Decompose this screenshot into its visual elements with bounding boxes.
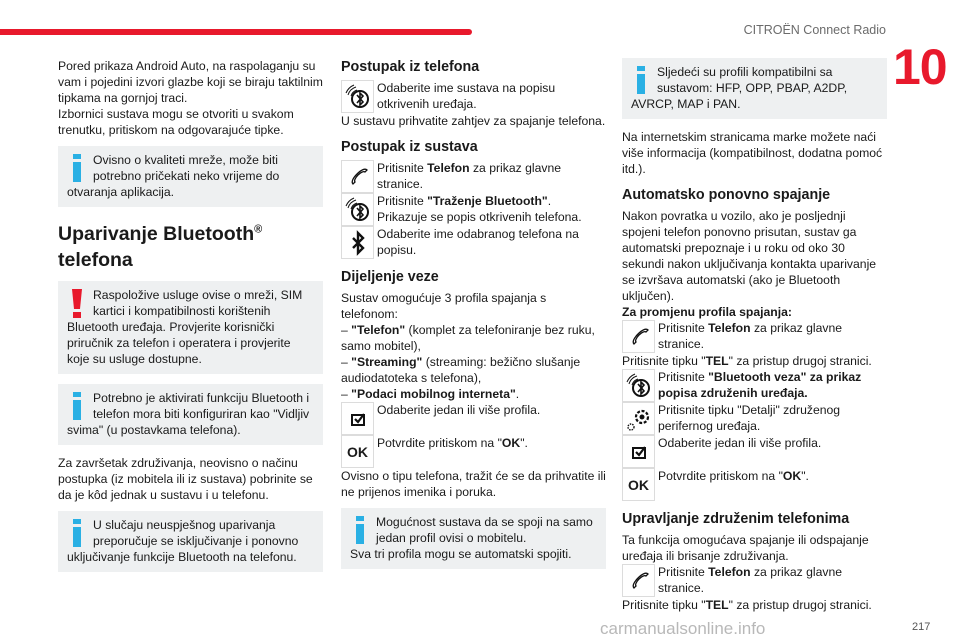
text-segment: Pritisnite [377, 194, 428, 208]
bold-text: "Streaming" [351, 355, 423, 369]
instruction-step [341, 160, 606, 193]
bold-text: TEL [705, 354, 729, 368]
bold-text: TEL [705, 598, 729, 612]
text-segment: Automatsko ponovno spajanje [622, 187, 831, 203]
step-text [377, 193, 582, 225]
instruction-step [341, 80, 606, 113]
text-segment: Potrebno je aktivirati funkciju Bluetooth i telefon mora biti konfiguriran kao "Vidljiv svima" (u postavkama telefona). [67, 391, 310, 437]
text-segment: (streaming: bežično slušanje audiodatoteka s telefona), – [341, 355, 581, 401]
text-segment: Odaberite jedan ili više profila. [377, 403, 541, 417]
text-segment: " za pristup drugoj stranici. [728, 598, 872, 612]
text-segment: Na internetskim stranicama marke možete naći više informacija (kompatibilnost, dodatna pomoć itd.). [622, 130, 883, 176]
info-icon [350, 516, 370, 546]
step-text [377, 402, 540, 418]
column-middle [341, 58, 606, 579]
chapter-number: 10 [893, 39, 947, 95]
text-segment: za prikaz glavne stranice. [658, 321, 843, 351]
paragraph [622, 129, 887, 177]
section-heading [341, 58, 606, 76]
paragraph [622, 353, 887, 369]
text-segment: Pritisnite [658, 565, 709, 579]
bold-text: "Traženje Bluetooth" [427, 194, 548, 208]
info-note [58, 146, 323, 207]
info-note [58, 511, 323, 572]
text-segment: Raspoložive usluge ovise o mreži, SIM kartici i kompatibilnosti korištenih Bluetooth uređaja. Provjerite korisnički priručnik za telefon i operatera i provjerite koje su usluge dostupne. [67, 288, 303, 366]
info-note [341, 508, 606, 569]
paragraph [622, 532, 887, 564]
section-heading [341, 268, 606, 286]
column-right [622, 58, 887, 613]
chapter-section-title [58, 221, 323, 273]
text-segment: Potvrdite pritiskom na " [658, 469, 783, 483]
text-segment: ". [520, 436, 528, 450]
text-segment: Postupak iz telefona [341, 59, 480, 75]
watermark: carmanualsonline.info [600, 619, 766, 638]
ok-icon-label: OK [628, 476, 649, 493]
text-segment: Pritisnite [377, 161, 428, 175]
bluetooth-search-icon [622, 369, 655, 402]
step-text [658, 369, 887, 401]
text-segment: telefona [58, 249, 133, 271]
text-segment: za prikaz glavne stranice. [658, 565, 843, 595]
instruction-step [622, 320, 887, 353]
bluetooth-search-icon [341, 193, 374, 226]
phone-icon [341, 160, 374, 193]
instruction-step [341, 402, 606, 435]
warning-icon [67, 289, 87, 319]
info-icon [67, 154, 87, 184]
bold-text: "Bluetooth veza" za prikaz popisa združenih uređaja. [658, 370, 862, 400]
bold-text: Za promjenu profila spajanja: [622, 305, 792, 319]
phone-icon [622, 320, 655, 353]
paragraph [622, 208, 887, 320]
text-segment: Upravljanje združenim telefonima [622, 511, 850, 527]
phone-icon [622, 564, 655, 597]
text-segment: . Prikazuje se popis otkrivenih telefona. [377, 194, 582, 224]
info-icon [67, 519, 87, 549]
paragraph [622, 597, 887, 613]
gear-icon [622, 402, 655, 435]
text-segment: " za pristup drugoj stranici. [728, 354, 872, 368]
section-heading [622, 186, 887, 204]
info-icon [67, 392, 87, 422]
text-segment: (komplet za telefoniranje bez ruku, samo mobitel), – [341, 323, 595, 369]
instruction-step [622, 468, 887, 501]
instruction-step [622, 369, 887, 402]
bold-text: OK [501, 436, 521, 450]
step-text [658, 564, 887, 596]
text-segment: Nakon povratka u vozilo, ako je posljednji spojeni telefon ponovno prisutan, sustav ga automatski prepoznaje i u roku od oko 30 sekundi nakon uključivanja kontakta uparivanje se izvršava automatski (ako je Bluetooth uključen). [622, 209, 877, 303]
paragraph [341, 290, 606, 402]
text-segment: Za završetak združivanja, neovisno o načinu postupka (iz mobitela ili iz sustava) pobrinite se da je kôd jednak u sustavu i u telefonu. [58, 456, 313, 502]
instruction-step [622, 402, 887, 435]
bluetooth-icon [341, 226, 374, 259]
column-left [58, 58, 323, 582]
text-segment: Uparivanje Bluetooth [58, 223, 255, 245]
bold-text: OK [782, 469, 802, 483]
step-text [377, 160, 606, 192]
info-note [622, 58, 887, 119]
text-segment: za prikaz glavne stranice. [377, 161, 562, 191]
paragraph [58, 58, 323, 138]
instruction-step [622, 435, 887, 468]
step-text [377, 80, 606, 112]
step-text [658, 468, 809, 484]
info-icon [631, 66, 651, 96]
text-segment: Sljedeći su profili kompatibilni sa sustavom: HFP, OPP, PBAP, A2DP, AVRCP, MAP i PAN. [631, 65, 848, 111]
text-segment: Ta funkcija omogućava spajanje ili odspajanje uređaja ili brisanje združivanja. [622, 533, 869, 563]
step-text [377, 435, 528, 451]
ok-icon [341, 435, 374, 468]
paragraph [341, 468, 606, 500]
header-accent-bar [0, 29, 472, 35]
ok-icon [622, 468, 655, 501]
section-heading [622, 510, 887, 528]
info-note [58, 384, 323, 445]
bold-text: "Telefon" [351, 323, 406, 337]
text-segment: Pritisnite [658, 370, 709, 384]
text-segment: ". [801, 469, 809, 483]
text-segment: Pored prikaza Android Auto, na raspolaganju su vam i pojedini izvori glazbe koji se biraju taktilnim tipkama na gornjoj traci. Izbornici sustava mogu se otvoriti u svakom trenutku, pritiskom na odgovarajuće tipke. [58, 59, 323, 137]
text-segment: . [515, 387, 520, 401]
text-segment: Dijeljenje veze [341, 269, 439, 285]
bluetooth-search-icon [341, 80, 374, 113]
instruction-step [622, 564, 887, 597]
step-text [658, 435, 821, 451]
paragraph [341, 113, 606, 129]
warning-note [58, 281, 323, 374]
text-segment: Pritisnite [658, 321, 709, 335]
bold-text: Telefon [427, 161, 470, 175]
checkbox-icon [341, 402, 374, 435]
text-segment: Pritisnite tipku " [622, 354, 706, 368]
registered-mark: ® [254, 223, 263, 236]
text-segment: U sustavu prihvatite zahtjev za spajanje telefona. [341, 114, 606, 128]
text-segment: U slučaju neuspješnog uparivanja preporučuje se isključivanje i ponovno uključivanje funkcije Bluetooth na telefonu. [67, 518, 299, 564]
bold-text: Telefon [708, 565, 751, 579]
section-heading [341, 138, 606, 156]
text-segment: Odaberite ime odabranog telefona na popisu. [377, 227, 579, 257]
text-segment: Potvrdite pritiskom na " [377, 436, 502, 450]
instruction-step [341, 435, 606, 468]
ok-icon-label: OK [347, 443, 368, 460]
page-number: 217 [912, 621, 931, 633]
bold-text: "Podaci mobilnog interneta" [351, 387, 516, 401]
checkbox-icon [622, 435, 655, 468]
paragraph [58, 455, 323, 503]
text-segment: Pritisnite tipku " [622, 598, 706, 612]
text-segment: Mogućnost sustava da se spoji na samo jedan profil ovisi o mobitelu. Sva tri profila mogu se automatski spojiti. [350, 515, 593, 561]
text-segment: Odaberite jedan ili više profila. [658, 436, 822, 450]
text-segment: Ovisno o tipu telefona, tražit će se da prihvatite ili ne prijenos imenika i poruka. [341, 469, 606, 499]
running-header: CITROËN Connect Radio [743, 23, 886, 37]
instruction-step [341, 193, 606, 226]
instruction-step [341, 226, 606, 259]
text-segment: Postupak iz sustava [341, 139, 478, 155]
text-segment: Sustav omogućuje 3 profila spajanja s telefonom: – [341, 291, 547, 337]
step-text [377, 226, 606, 258]
step-text [658, 402, 887, 434]
text-segment: Ovisno o kvaliteti mreže, može biti potrebno pričekati neko vrijeme do otvaranja aplikacija. [67, 153, 280, 199]
step-text [658, 320, 887, 352]
text-segment: Odaberite ime sustava na popisu otkrivenih uređaja. [377, 81, 556, 111]
bold-text: Telefon [708, 321, 751, 335]
text-segment: Pritisnite tipku "Detalji" združenog perifernog uređaja. [658, 403, 841, 433]
